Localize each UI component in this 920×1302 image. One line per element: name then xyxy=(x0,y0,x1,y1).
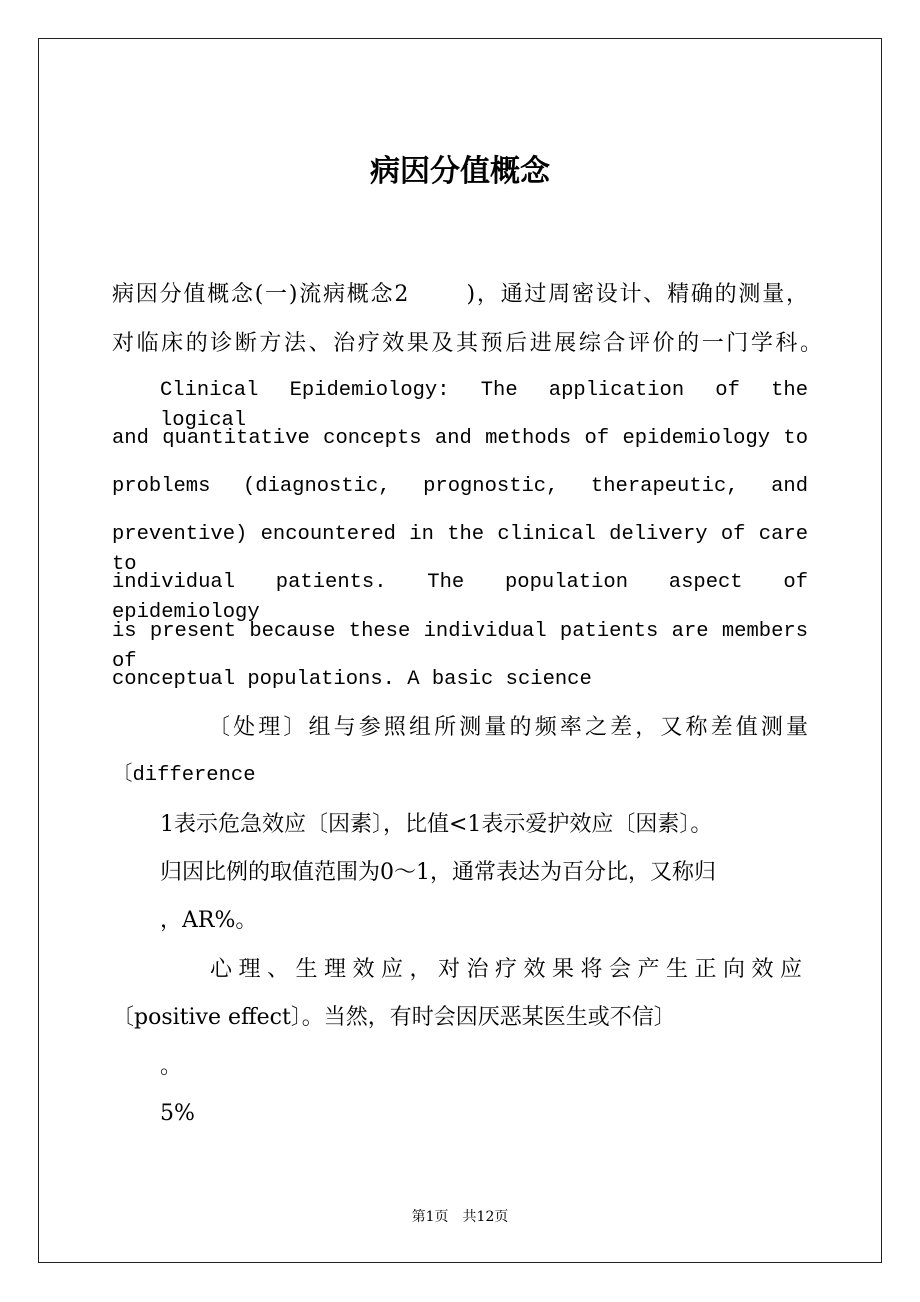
paragraph-line: 5% xyxy=(160,1101,195,1126)
paragraph-line: 对临床的诊断方法、治疗效果及其预后进展综合评价的一门学科。 xyxy=(112,331,822,356)
document-title: 病因分值概念 xyxy=(370,154,550,189)
paragraph-line: 〔difference xyxy=(112,764,256,787)
paragraph-line: conceptual populations. A basic science xyxy=(112,668,592,691)
paragraph-line: 1表示危急效应〔因素〕，比值<1表示爱护效应〔因素〕。 xyxy=(160,812,713,837)
paragraph-line: Clinical Epidemiology: The application of the logical xyxy=(160,379,808,432)
paragraph-line: 〔处理〕组与参照组所测量的频率之差，又称差值测量 xyxy=(208,715,808,740)
paragraph-line: and quantitative concepts and methods of epidemiology to xyxy=(112,427,808,450)
paragraph-line: 。 xyxy=(160,1054,183,1079)
paragraph-line: 归因比例的取值范围为0～1，通常表达为百分比，又称归 xyxy=(160,860,716,885)
page-footer: 第1页 共12页 xyxy=(411,1209,509,1225)
paragraph-line: 心理、生理效应，对治疗效果将会产生正向效应 xyxy=(210,957,808,982)
paragraph-line: individual patients. The population aspect of epidemiology xyxy=(112,571,808,624)
paragraph-line: preventive) encountered in the clinical delivery of care to xyxy=(112,523,808,576)
paragraph-line: ，AR%。 xyxy=(160,908,258,933)
paragraph-line: 〔positive effect〕。当然，有时会因厌恶某医生或不信〕 xyxy=(112,1005,676,1030)
paragraph-line: 病因分值概念(一)流病概念2 )，通过周密设计、精确的测量， xyxy=(112,282,808,307)
paragraph-line: problems (diagnostic, prognostic, therapeutic, and xyxy=(112,475,808,498)
paragraph-line: is present because these individual patients are members of xyxy=(112,620,808,673)
